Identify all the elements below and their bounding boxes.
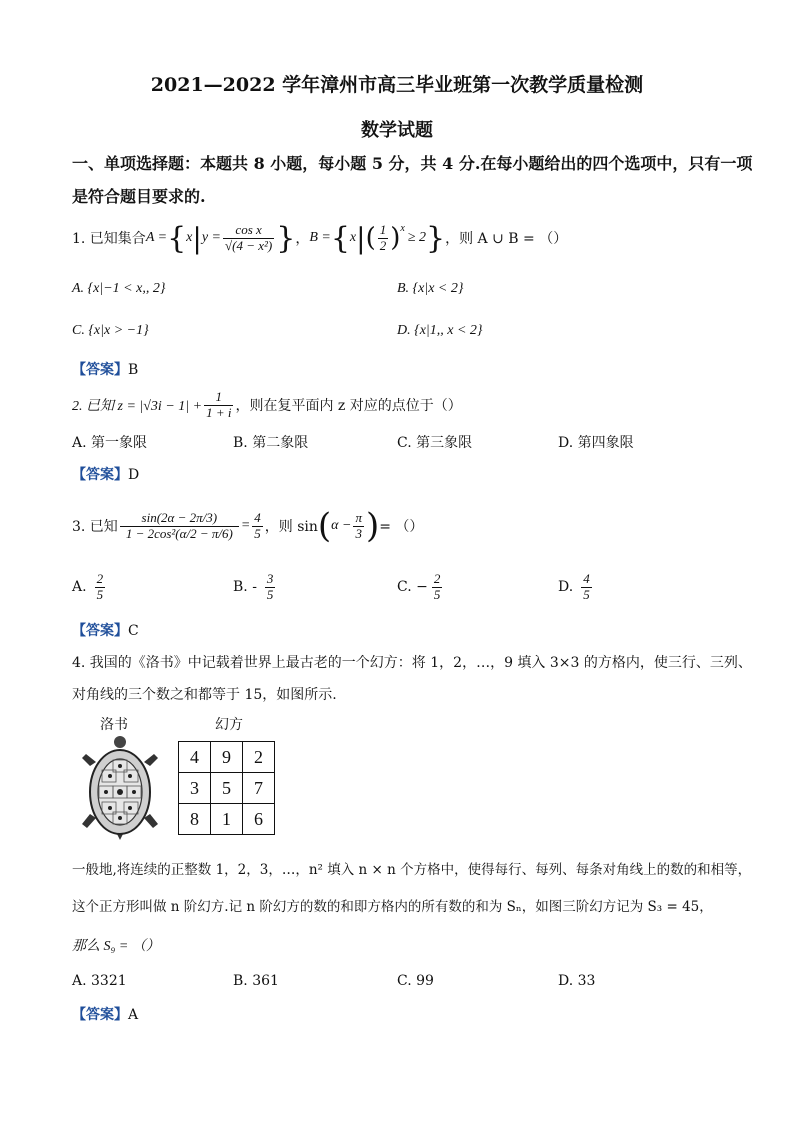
q1-setB-left: B =: [309, 230, 331, 245]
q2-frac-den: 1 + i: [206, 404, 232, 420]
q3-eq: =: [240, 518, 251, 533]
magic-square-label: 幻方: [215, 717, 243, 733]
q4-line2: 对角线的三个数之和都等于 15，如图所示.: [72, 687, 337, 703]
q3-inner: α −: [331, 518, 352, 533]
q1-prefix: 1. 已知集合: [72, 231, 146, 247]
q1-setA-fraction: [223, 223, 274, 254]
q3-option-c-label: C. −: [397, 579, 428, 596]
q1-setB-den: 2: [379, 237, 387, 253]
q3-fraction: [120, 511, 239, 542]
q2-prefix: 2. 已知 z = |√3i − 1| +: [72, 399, 203, 414]
q1-answer-tag: 【答案】: [72, 362, 128, 378]
q3-option-c: [397, 572, 444, 603]
q3-c-num: 2: [433, 571, 441, 586]
magic-row: [179, 742, 275, 773]
luoshu-label: 洛书: [100, 717, 128, 733]
q3-inner-den: 3: [355, 525, 362, 541]
q3-option-a: [72, 572, 107, 603]
q1-setA-var: x: [186, 230, 193, 245]
q3-option-d-label: D.: [558, 579, 574, 596]
q4-line5: 那么 S₉ = （）: [72, 939, 160, 954]
q2-option-c: C. 第三象限: [397, 435, 473, 451]
q2-suffix: ，则在复平面内 z 对应的点位于（）: [235, 398, 462, 414]
q3-b-den: 5: [266, 586, 274, 602]
q4-line1: 4. 我国的《洛书》中记载着世界上最古老的一个幻方：将 1，2，…，9 填入 3×3 的方格内，使三行、三列、: [72, 655, 752, 671]
magic-cell: 4: [179, 742, 211, 773]
q1-setB-fraction: [378, 223, 389, 254]
magic-cell: 1: [211, 804, 243, 835]
magic-cell: 8: [179, 804, 211, 835]
q3-frac-num: sin(2α − 2π/3): [120, 511, 239, 527]
q1-option-d: D. {x|1,, x < 2}: [397, 323, 483, 338]
q4-answer: [72, 1004, 138, 1024]
page-title: 2021—2022 学年漳州市高三毕业班第一次教学质量检测: [150, 74, 644, 96]
q3-b-num: 3: [266, 571, 274, 586]
section-heading-line1: 一、单项选择题：本题共 8 小题，每小题 5 分，共 4 分.在每小题给出的四个选项中，只有一项: [72, 154, 753, 173]
q1-setB-num: 1: [379, 221, 387, 237]
q3-inner-frac: [353, 511, 364, 542]
q3-answer-tag: 【答案】: [72, 623, 128, 639]
q3-rhs: [252, 511, 263, 542]
q3-a-den: 5: [96, 586, 104, 602]
magic-cell: 7: [243, 773, 275, 804]
q3-prefix: 3. 已知: [72, 519, 118, 535]
q1-setA-den: √(4 − x²): [224, 237, 273, 253]
q2-frac-num: 1: [204, 390, 233, 406]
q1-answer-value: B: [128, 362, 139, 378]
magic-cell: 6: [243, 804, 275, 835]
q3-rhs-den: 5: [254, 525, 261, 541]
q1-setB-var: x: [349, 230, 357, 245]
q3-suffix: = （）: [379, 519, 424, 535]
q1-setA-left: A =: [145, 230, 168, 245]
q3-option-a-label: A.: [72, 579, 87, 596]
q2-option-d: D. 第四象限: [558, 435, 634, 451]
q3-inner-num: π: [355, 509, 362, 525]
q4-option-d: D. 33: [558, 973, 596, 989]
q3-frac-den: 1 − 2cos²(α/2 − π/6): [125, 525, 233, 541]
q3-a-num: 2: [96, 571, 104, 586]
q2-answer: [72, 464, 139, 484]
magic-square-grid: [178, 741, 275, 835]
q2-fraction: [204, 390, 233, 421]
q3-rhs-num: 4: [254, 509, 261, 525]
q2-option-b: B. 第二象限: [233, 435, 309, 451]
q4-option-c: C. 99: [397, 973, 434, 989]
q3-d-num: 4: [583, 571, 590, 586]
q2-option-a: A. 第一象限: [72, 435, 148, 451]
q4-line3: 一般地,将连续的正整数 1，2，3，…，n² 填入 n × n 个方格中，使得每行、每列、每条对角线上的数的和相等，: [72, 862, 752, 878]
question-3-stem: 3. 已知 $\frac{\sin(2\alpha - 2\pi/3)}{\text{1 − 2cos²(α/2 − π/6)}}$ = $\frac{4}{5}$ ，则 sin ( α − $\frac{\pi}{3}$ ) = （）: [72, 506, 424, 546]
q3-option-b: [233, 572, 277, 603]
q3-c-den: 5: [433, 586, 441, 602]
page-subtitle: 数学试题: [361, 120, 433, 141]
q1-option-a: A. {x|−1 < x,, 2}: [72, 281, 166, 296]
q1-answer: [72, 359, 138, 379]
q1-option-c: C. {x|x > −1}: [72, 323, 149, 338]
magic-row: [179, 773, 275, 804]
luoshu-turtle-illustration: [80, 736, 160, 840]
q3-answer: [72, 620, 139, 640]
question-2-stem: [72, 385, 462, 425]
section-heading-line2: 是符合题目要求的.: [72, 187, 206, 206]
q1-option-b: B. {x|x < 2}: [397, 281, 464, 296]
q1-comma: ，: [295, 231, 310, 247]
q1-setA-num: cos x: [223, 223, 274, 239]
magic-cell: 5: [211, 773, 243, 804]
q3-option-d: [558, 572, 594, 603]
q1-setA-y: y =: [201, 230, 221, 245]
q2-answer-value: D: [128, 467, 140, 483]
q3-option-b-label: B. -: [233, 579, 257, 596]
magic-row: [179, 804, 275, 835]
q4-option-a: A. 3321: [72, 973, 127, 989]
q4-answer-value: A: [128, 1007, 139, 1023]
question-1-stem: 1. 已知集合 A = { x | y = $\frac{\text{cos x}}{\text{√(4 − x²)}}$ } ， B = { x | ( $\frac{1}{2}$ ) $^x$ ≥ 2 } ，则 A ∪ B = （）: [72, 220, 568, 256]
q4-line4: 这个正方形叫做 n 阶幻方.记 n 阶幻方的数的和即方格内的所有数的和为 Sₙ，如图三阶幻方记为 S₃ = 45，: [72, 899, 713, 915]
q1-suffix: ，则 A ∪ B = （）: [445, 231, 568, 247]
magic-cell: 3: [179, 773, 211, 804]
q1-setB-exp: x: [400, 222, 405, 234]
q4-option-b: B. 361: [233, 973, 279, 989]
q4-answer-tag: 【答案】: [72, 1007, 128, 1023]
magic-cell: 2: [243, 742, 275, 773]
magic-cell: 9: [211, 742, 243, 773]
q3-d-den: 5: [583, 586, 590, 602]
q2-answer-tag: 【答案】: [72, 467, 128, 483]
q3-mid: ，则 sin: [264, 519, 318, 535]
q1-setB-rest: ≥ 2: [407, 230, 427, 245]
q3-answer-value: C: [128, 623, 139, 639]
